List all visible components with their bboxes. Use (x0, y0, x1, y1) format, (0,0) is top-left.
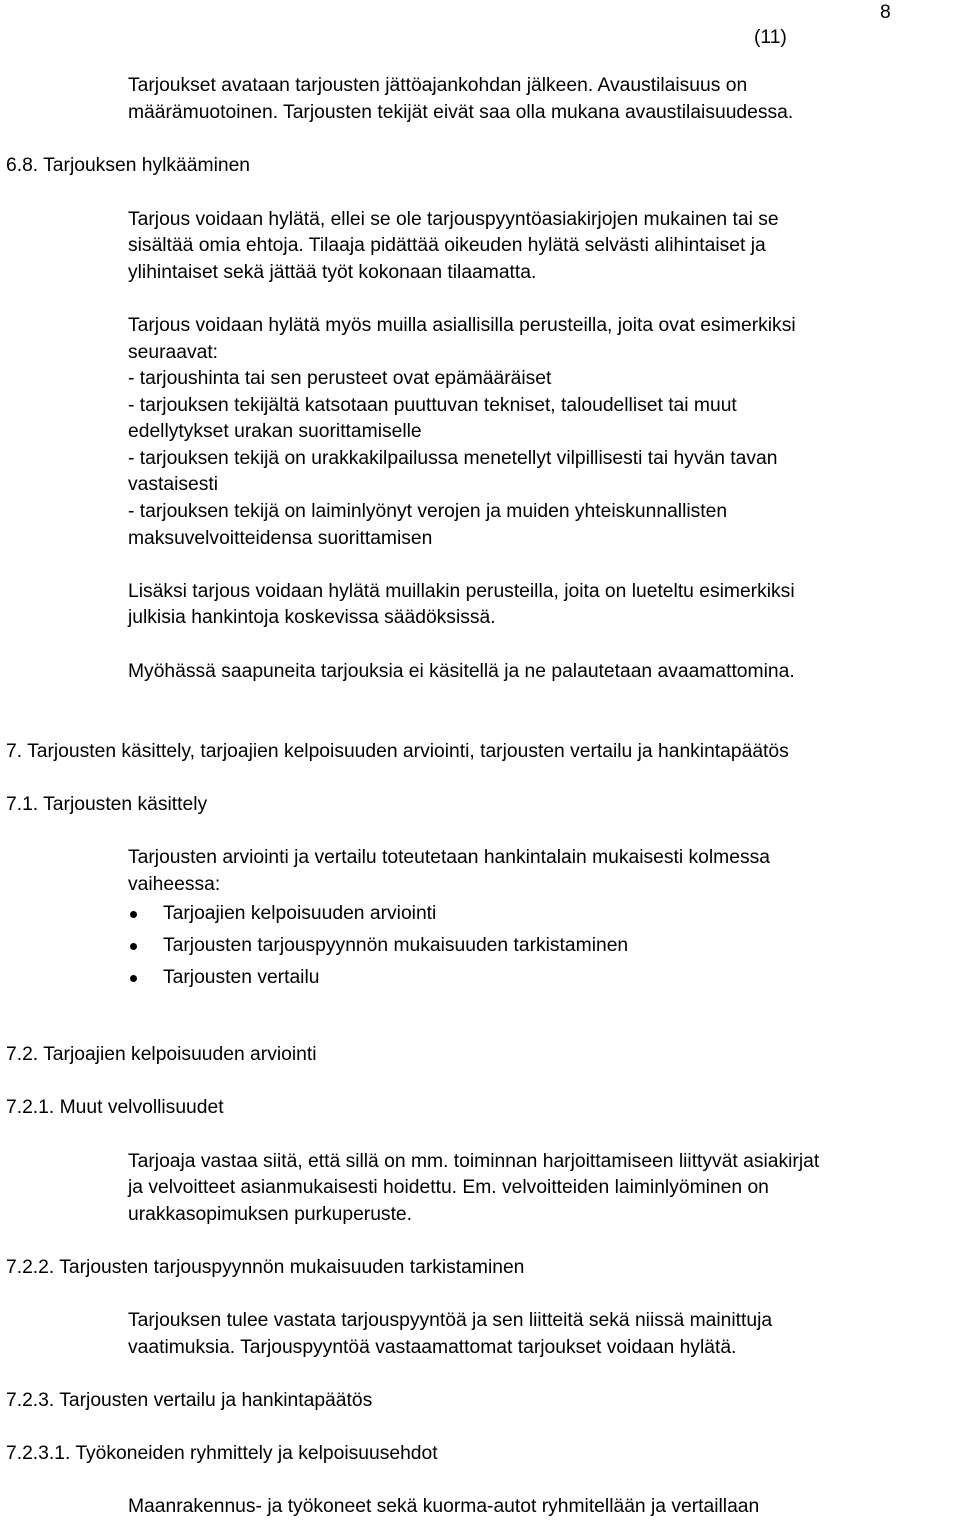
text-line: Tarjous voidaan hylätä, ellei se ole tarjouspyyntöasiakirjojen mukainen tai se (128, 209, 779, 230)
heading-6-8: 6.8. Tarjouksen hylkääminen (6, 155, 251, 176)
bullet-icon (130, 943, 137, 950)
heading-7-2-3-1: 7.2.3.1. Työkoneiden ryhmittely ja kelpoisuusehdot (6, 1443, 438, 1464)
text-line: Tarjoaja vastaa siitä, että sillä on mm. toiminnan harjoittamiseen liittyvät asiakirjat (128, 1151, 820, 1172)
sheet-count: (11) (754, 27, 787, 48)
page-number: 8 (880, 2, 891, 23)
list-item-label: Tarjousten vertailu (163, 967, 320, 988)
text-line: - tarjoushinta tai sen perusteet ovat epämääräiset (128, 368, 552, 389)
text-line: sisältää omia ehtoja. Tilaaja pidättää oikeuden hylätä selvästi alihintaiset ja (128, 235, 766, 256)
heading-7: 7. Tarjousten käsittely, tarjoajien kelpoisuuden arviointi, tarjousten vertailu ja hankintapäätös (6, 741, 789, 762)
text-line: vaiheessa: (128, 874, 221, 895)
bullet-icon (130, 911, 137, 918)
list-item-label: Tarjousten tarjouspyynnön mukaisuuden tarkistaminen (163, 935, 629, 956)
heading-7-2-2: 7.2.2. Tarjousten tarjouspyynnön mukaisuuden tarkistaminen (6, 1257, 525, 1278)
text-line: edellytykset urakan suorittamiselle (128, 421, 422, 442)
text-line: vaatimuksia. Tarjouspyyntöä vastaamattomat tarjoukset voidaan hylätä. (128, 1337, 737, 1358)
text-line: Lisäksi tarjous voidaan hylätä muillakin perusteilla, joita on lueteltu esimerkiksi (128, 581, 795, 602)
heading-7-2-1: 7.2.1. Muut velvollisuudet (6, 1097, 224, 1118)
text-line: Tarjous voidaan hylätä myös muilla asiallisilla perusteilla, joita ovat esimerkiksi (128, 315, 796, 336)
text-line: Tarjousten arviointi ja vertailu toteutetaan hankintalain mukaisesti kolmessa (128, 847, 770, 868)
text-line: - tarjouksen tekijä on laiminlyönyt verojen ja muiden yhteiskunnallisten (128, 501, 728, 522)
text-line: urakkasopimuksen purkuperuste. (128, 1204, 413, 1225)
text-line: maksuvelvoitteidensa suorittamisen (128, 528, 433, 549)
text-line: määrämuotoinen. Tarjousten tekijät eivät saa olla mukana avaustilaisuudessa. (128, 102, 794, 123)
heading-7-2-3: 7.2.3. Tarjousten vertailu ja hankintapäätös (6, 1390, 373, 1411)
bullet-icon (130, 975, 137, 982)
text-line: - tarjouksen tekijä on urakkakilpailussa menetellyt vilpillisesti tai hyvän tavan (128, 448, 778, 469)
text-line: ylihintaiset sekä jättää työt kokonaan tilaamatta. (128, 262, 537, 283)
heading-7-2: 7.2. Tarjoajien kelpoisuuden arviointi (6, 1044, 317, 1065)
list-item-label: Tarjoajien kelpoisuuden arviointi (163, 903, 437, 924)
text-line: - tarjouksen tekijältä katsotaan puuttuvan tekniset, taloudelliset tai muut (128, 395, 737, 416)
text-line: Tarjouksen tulee vastata tarjouspyyntöä ja sen liitteitä sekä niissä mainittuja (128, 1310, 773, 1331)
text-line: Tarjoukset avataan tarjousten jättöajankohdan jälkeen. Avaustilaisuus on (128, 75, 748, 96)
text-line: vastaisesti (128, 474, 219, 495)
text-line: seuraavat: (128, 342, 219, 363)
section-6-8-paragraph-4: Myöhässä saapuneita tarjouksia ei käsitellä ja ne palautetaan avaamattomina. (128, 661, 795, 682)
heading-7-1: 7.1. Tarjousten käsittely (6, 794, 208, 815)
text-line: julkisia hankintoja koskevissa säädöksissä. (128, 607, 496, 628)
text-line: ja velvoitteet asianmukaisesti hoidettu. Em. velvoitteiden laiminlyöminen on (128, 1177, 769, 1198)
section-7-2-3-1-paragraph: Maanrakennus- ja työkoneet sekä kuorma-autot ryhmitellään ja vertaillaan (128, 1496, 760, 1517)
